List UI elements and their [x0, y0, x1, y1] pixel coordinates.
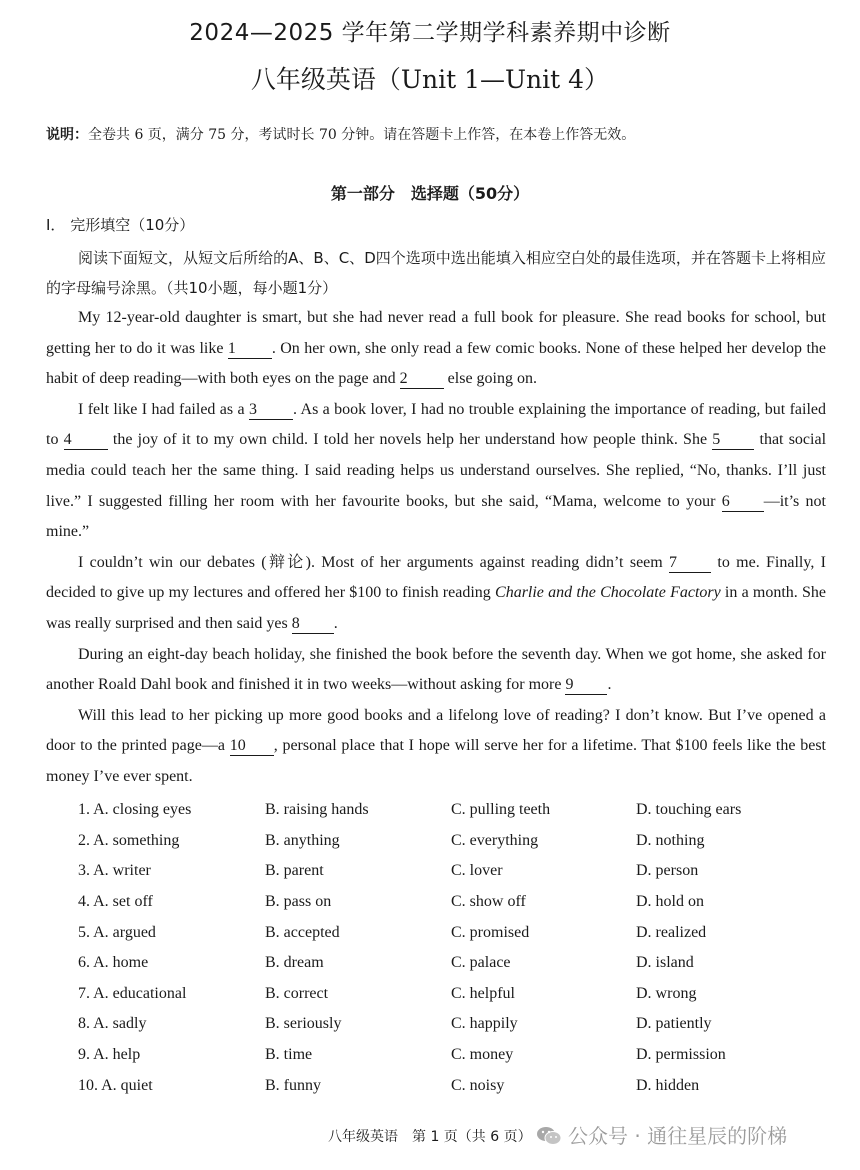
passage-text: the joy of it to my own child. I told her novels help her understand how people think. She — [107, 431, 713, 449]
option-d: D. permission — [636, 1046, 726, 1064]
passage-text: . — [607, 676, 612, 694]
page-number: 八年级英语 第 1 页（共 6 页） — [328, 1129, 532, 1145]
option-c: C. money — [451, 1046, 514, 1064]
blank-9: 9 — [565, 676, 607, 695]
option-a: 8. A. sadly — [78, 1015, 147, 1033]
option-d: D. touching ears — [636, 801, 742, 819]
option-d: D. island — [636, 954, 694, 972]
option-d: D. person — [636, 862, 699, 880]
part-title: 第一部分 选择题（50分） — [330, 184, 530, 203]
option-b: B. parent — [265, 862, 324, 880]
option-b: B. anything — [265, 831, 340, 849]
option-a: 4. A. set off — [78, 893, 153, 911]
blank-3: 3 — [249, 401, 293, 420]
options-list — [78, 795, 778, 1101]
option-c: C. promised — [451, 923, 530, 941]
option-b: B. seriously — [265, 1015, 342, 1033]
option-row-7 — [78, 979, 778, 1010]
exam-title: 2024—2025 学年第二学期学科素养期中诊断 — [189, 20, 671, 46]
note-text: 全卷共 6 页，满分 75 分，考试时长 70 分钟。请在答题卡上作答，在本卷上作答无效。 — [88, 127, 636, 143]
option-b: B. correct — [265, 984, 329, 1002]
option-d: D. hold on — [636, 893, 704, 911]
option-d: D. hidden — [636, 1076, 700, 1094]
blank-6: 6 — [722, 493, 764, 512]
option-c: C. pulling teeth — [451, 801, 551, 819]
passage-text: , personal place that I hope will serve her for a lifetime. That $100 feels like the best money I’ve ever spent. — [46, 737, 826, 785]
option-c: C. show off — [451, 893, 526, 911]
option-row-9 — [78, 1040, 778, 1071]
passage-text: . On her own, she only read a few comic books. None of these helped her develop the habit of deep reading—with both eyes on the page and — [46, 339, 826, 388]
option-c: C. lover — [451, 862, 503, 880]
option-row-8 — [78, 1009, 778, 1040]
section-title: Ⅰ． 完形填空（10分） — [46, 216, 195, 234]
blank-7: 7 — [669, 554, 711, 573]
passage-text: I felt like I had failed as a — [78, 400, 250, 418]
book-title: Charlie and the Chocolate Factory — [495, 584, 721, 602]
option-d: D. patiently — [636, 1015, 712, 1033]
blank-5: 5 — [712, 431, 754, 450]
option-b: B. funny — [265, 1076, 321, 1094]
option-row-6 — [78, 948, 778, 979]
passage-text: During an eight-day beach holiday, she finished the book before the seventh day. When we got home, she asked for another Roald Dahl book and finished it in two weeks—without asking for more — [46, 645, 826, 694]
passage-text: My 12-year-old daughter is smart, but she had never read a full book for pleasure. She read books for school, but getting her to do it was like — [46, 309, 826, 357]
option-c: C. happily — [451, 1015, 518, 1033]
exam-note — [46, 124, 635, 144]
option-a: 1. A. closing eyes — [78, 801, 192, 819]
option-row-10 — [78, 1070, 778, 1101]
option-a: 3. A. writer — [78, 862, 151, 880]
exam-subtitle: 八年级英语（Unit 1—Unit 4） — [250, 65, 610, 94]
note-label: 说明： — [46, 127, 88, 143]
option-d: D. nothing — [636, 831, 705, 849]
option-c: C. noisy — [451, 1076, 505, 1094]
option-c: C. palace — [451, 954, 511, 972]
option-row-3 — [78, 856, 778, 887]
passage-paragraph-3 — [46, 548, 826, 640]
option-b: B. pass on — [265, 893, 332, 911]
option-a: 10. A. quiet — [78, 1076, 153, 1094]
option-row-4 — [78, 887, 778, 918]
passage-paragraph-1 — [46, 303, 826, 395]
option-row-5 — [78, 917, 778, 948]
option-b: B. accepted — [265, 923, 340, 941]
section-instruction: 阅读下面短文，从短文后所给的A、B、C、D四个选项中选出能填入相应空白处的最佳选项，并在答题卡上将相应的字母编号涂黑。（共10小题，每小题1分） — [46, 249, 826, 297]
option-row-2 — [78, 826, 778, 857]
blank-2: 2 — [400, 370, 444, 389]
passage-text: in a month. She was really surprised and then said yes — [46, 584, 827, 632]
passage-paragraph-5 — [46, 701, 826, 793]
blank-4: 4 — [64, 431, 108, 450]
option-a: 5. A. argued — [78, 923, 156, 941]
passage-text: I couldn’t win our debates (辩论). Most of her arguments against reading didn’t seem — [78, 553, 670, 571]
passage-text: —it’s not mine.” — [46, 492, 827, 541]
passage-paragraph-2 — [46, 395, 826, 548]
option-b: B. raising hands — [265, 801, 369, 819]
option-d: D. wrong — [636, 984, 697, 1002]
passage-text: Will this lead to her picking up more good books and a lifelong love of reading? I don’t know. But I’ve opened a door to the printed page—a — [46, 706, 826, 755]
wechat-icon — [536, 1126, 562, 1146]
option-d: D. realized — [636, 923, 707, 941]
passage-paragraph-4 — [46, 640, 826, 701]
cloze-passage — [46, 303, 826, 793]
option-a: 2. A. something — [78, 831, 180, 849]
option-a: 7. A. educational — [78, 984, 187, 1002]
option-a: 9. A. help — [78, 1046, 141, 1064]
passage-text: . As a book lover, I had no trouble explaining the importance of reading, but failed to — [46, 400, 827, 449]
watermark-text: 公众号 · 通往星辰的阶梯 — [568, 1124, 788, 1148]
blank-8: 8 — [292, 615, 334, 634]
option-b: B. dream — [265, 954, 324, 972]
passage-text: else going on. — [443, 370, 537, 388]
option-row-1 — [78, 795, 778, 826]
option-c: C. helpful — [451, 984, 515, 1002]
passage-text: . — [333, 614, 338, 632]
blank-10: 10 — [230, 737, 274, 756]
watermark — [536, 1120, 787, 1149]
option-b: B. time — [265, 1046, 313, 1064]
blank-1: 1 — [228, 340, 272, 359]
option-a: 6. A. home — [78, 954, 149, 972]
passage-text: to me. Finally, I decided to give up my lectures and offered her $100 to finish reading — [46, 553, 826, 602]
option-c: C. everything — [451, 831, 539, 849]
passage-text: that social media could teach her the same thing. I said reading helps us understand ourselves. She replied, “No, thanks. I’ll just live.” I suggested filling her room with her favourite books, but she said, “Mama, welcome to your — [46, 431, 827, 510]
